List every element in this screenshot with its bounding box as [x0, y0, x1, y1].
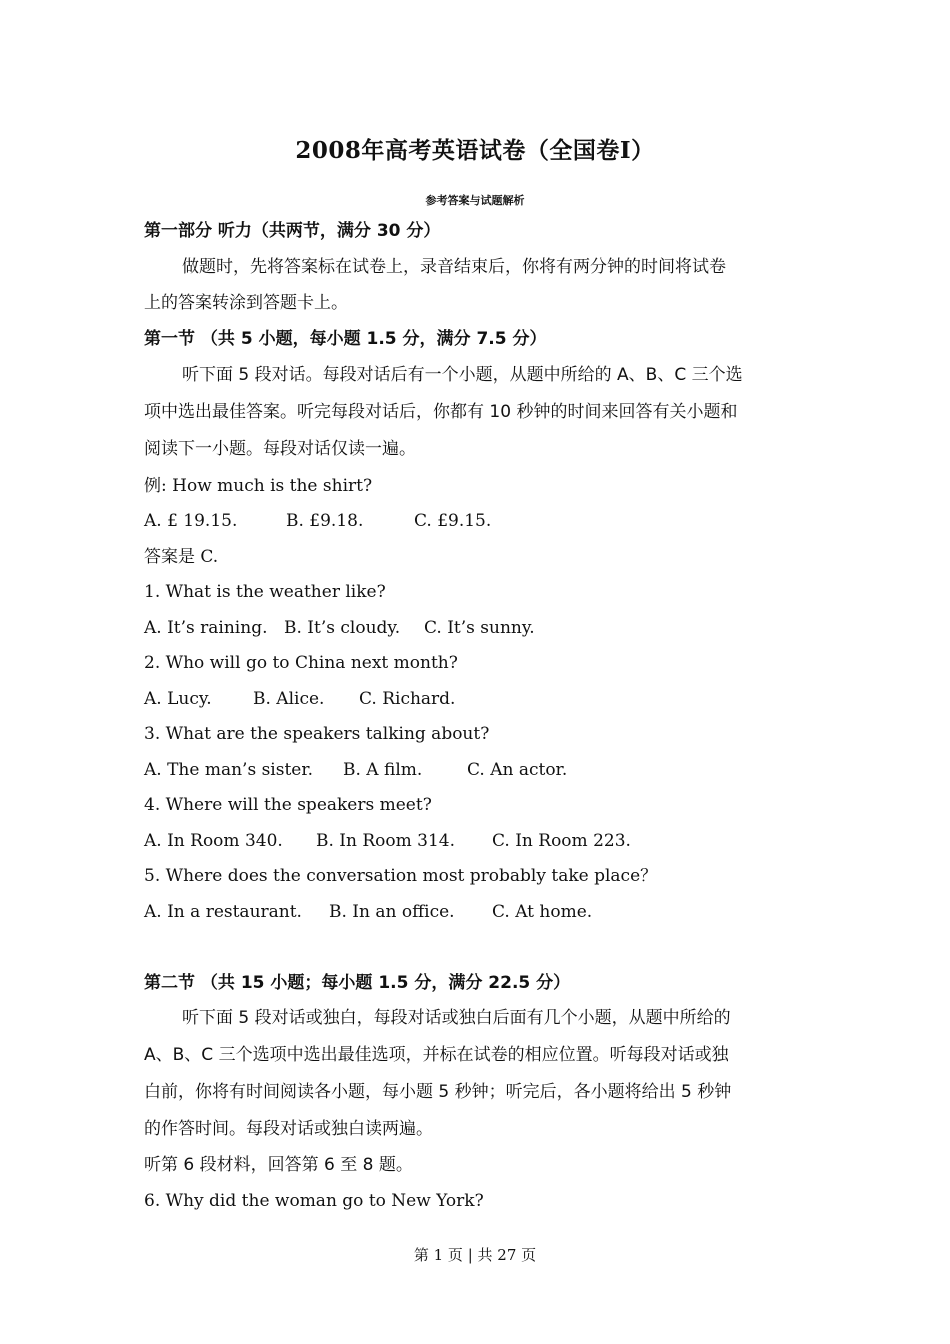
- page-footer: 第 1 页 | 共 27 页: [413, 1246, 537, 1264]
- option-c: C. Richard.: [359, 689, 456, 709]
- section1-intro-line-1: 听下面 5 段对话。每段对话后有一个小题，从题中所给的 A、B、C 三个选: [182, 365, 743, 385]
- example-options: [144, 509, 491, 533]
- part1-intro-line-1: 做题时，先将答案标在试卷上，录音结束后，你将有两分钟的时间将试卷: [182, 257, 726, 277]
- question-5-options: [144, 900, 592, 924]
- question-2-options: [144, 687, 455, 711]
- option-c: C. An actor.: [467, 760, 568, 780]
- question-3-options: [144, 758, 567, 782]
- option-b: B. It’s cloudy.: [284, 618, 401, 638]
- example-question: 例: How much is the shirt?: [144, 476, 373, 496]
- option-b: B. In Room 314.: [316, 831, 456, 851]
- question-4: 4. Where will the speakers meet?: [144, 795, 432, 815]
- section2-intro-line-4: 的作答时间。每段对话或独白读两遍。: [144, 1119, 433, 1139]
- part1-intro-line-2: 上的答案转涂到答题卡上。: [144, 293, 348, 313]
- section1-heading: 第一节 （共 5 小题，每小题 1.5 分，满分 7.5 分）: [144, 329, 547, 349]
- option-c: C. At home.: [492, 902, 593, 922]
- exam-subtitle: 参考答案与试题解析: [425, 194, 525, 207]
- example-answer: 答案是 C.: [144, 547, 219, 567]
- section2-intro-line-3: 白前，你将有时间阅读各小题，每小题 5 秒钟；听完后，各小题将给出 5 秒钟: [144, 1082, 732, 1102]
- exam-title: 2008年高考英语试卷（全国卷I）: [295, 137, 655, 164]
- question-2: 2. Who will go to China next month?: [144, 653, 458, 673]
- part1-heading: 第一部分 听力（共两节，满分 30 分）: [144, 221, 441, 241]
- option-c: C. In Room 223.: [492, 831, 631, 851]
- option-a: A. In a restaurant.: [144, 902, 302, 922]
- option-a: A. It’s raining.: [144, 618, 268, 638]
- option-c: C. It’s sunny.: [424, 618, 535, 638]
- option-b: B. Alice.: [253, 689, 325, 709]
- option-b: B. A film.: [343, 760, 423, 780]
- option-a: A. The man’s sister.: [144, 760, 314, 780]
- option-a: A. Lucy.: [144, 689, 212, 709]
- question-1-options: [144, 616, 535, 640]
- question-5: 5. Where does the conversation most probably take place？: [144, 866, 658, 886]
- option-a: A. In Room 340.: [144, 831, 283, 851]
- material-6-instruction: 听第 6 段材料，回答第 6 至 8 题。: [144, 1155, 413, 1175]
- section2-intro-line-2: A、B、C 三个选项中选出最佳选项，并标在试卷的相应位置。听每段对话或独: [144, 1045, 729, 1065]
- question-3: 3. What are the speakers talking about?: [144, 724, 490, 744]
- question-4-options: [144, 829, 631, 853]
- section1-intro-line-3: 阅读下一小题。每段对话仅读一遍。: [144, 439, 416, 459]
- option-b: B. £9.18.: [286, 511, 364, 531]
- section2-intro-line-1: 听下面 5 段对话或独白，每段对话或独白后面有几个小题，从题中所给的: [182, 1008, 731, 1028]
- question-6: 6. Why did the woman go to New York?: [144, 1191, 484, 1211]
- section1-intro-line-2: 项中选出最佳答案。听完每段对话后，你都有 10 秒钟的时间来回答有关小题和: [144, 402, 738, 422]
- option-c: C. £9.15.: [414, 511, 492, 531]
- option-a: A. £ 19.15.: [144, 511, 238, 531]
- option-b: B. In an office.: [329, 902, 455, 922]
- question-1: 1. What is the weather like?: [144, 582, 386, 602]
- section2-heading: 第二节 （共 15 小题；每小题 1.5 分，满分 22.5 分）: [144, 973, 571, 993]
